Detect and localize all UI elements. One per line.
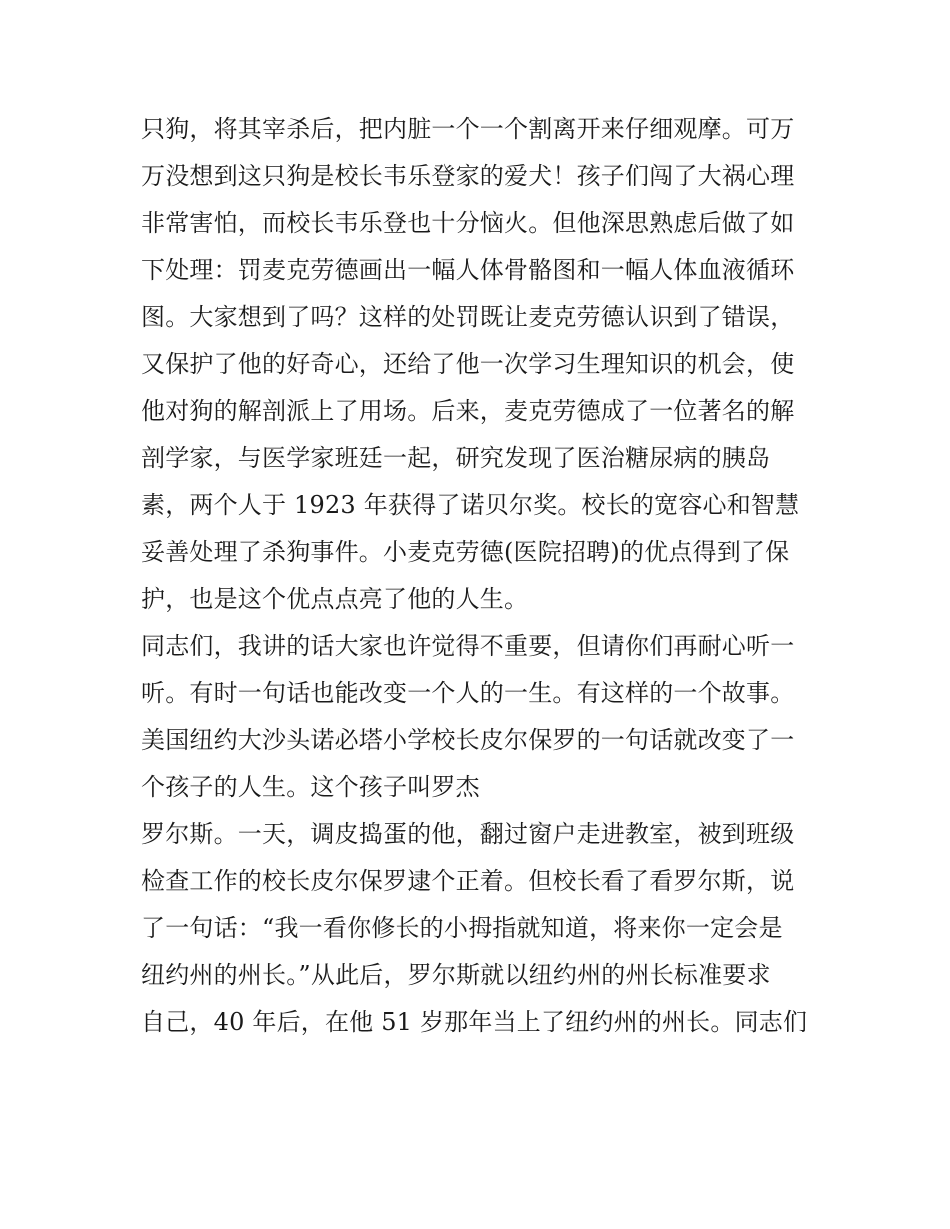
text-line: 他对狗的解剖派上了用场。后来，麦克劳德成了一位著名的解 — [141, 397, 795, 425]
text-line: 听。有时一句话也能改变一个人的一生。有这样的一个故事。 — [141, 679, 795, 707]
text-line: 素，两个人于 1923 年获得了诺贝尔奖。校长的宽容心和智慧 — [141, 491, 800, 519]
text-line: 万没想到这只狗是校长韦乐登家的爱犬！孩子们闯了大祸心理 — [141, 162, 795, 190]
text-line: 下处理：罚麦克劳德画出一幅人体骨骼图和一幅人体血液循环 — [141, 256, 795, 284]
text-line: 了一句话：“我一看你修长的小拇指就知道，将来你一定会是 — [141, 914, 783, 942]
text-line: 又保护了他的好奇心，还给了他一次学习生理知识的机会，使 — [141, 350, 795, 378]
text-line: 检查工作的校长皮尔保罗逮个正着。但校长看了看罗尔斯，说 — [141, 867, 795, 895]
text-line: 只狗，将其宰杀后，把内脏一个一个割离开来仔细观摩。可万 — [141, 115, 795, 143]
text-line: 个孩子的人生。这个孩子叫罗杰 — [141, 773, 480, 801]
text-line: 图。大家想到了吗？这样的处罚既让麦克劳德认识到了错误， — [141, 303, 795, 331]
text-line: 妥善处理了杀狗事件。小麦克劳德(医院招聘)的优点得到了保 — [141, 538, 790, 566]
text-line: 罗尔斯。一天，调皮捣蛋的他，翻过窗户走进教室，被到班级 — [141, 820, 795, 848]
text-line: 剖学家，与医学家班廷一起，研究发现了医治糖尿病的胰岛 — [141, 444, 771, 472]
body-text — [141, 106, 821, 1046]
text-line: 美国纽约大沙头诺必塔小学校长皮尔保罗的一句话就改变了一 — [141, 726, 795, 754]
text-line: 护，也是这个优点点亮了他的人生。 — [141, 585, 529, 613]
text-line: 纽约州的州长。”从此后，罗尔斯就以纽约州的州长标准要求 — [141, 961, 771, 989]
text-line: 自己，40 年后，在他 51 岁那年当上了纽约州的州长。同志们 — [141, 1008, 808, 1036]
text-line: 同志们，我讲的话大家也许觉得不重要，但请你们再耐心听一 — [141, 632, 795, 660]
text-line: 非常害怕，而校长韦乐登也十分恼火。但他深思熟虑后做了如 — [141, 209, 795, 237]
